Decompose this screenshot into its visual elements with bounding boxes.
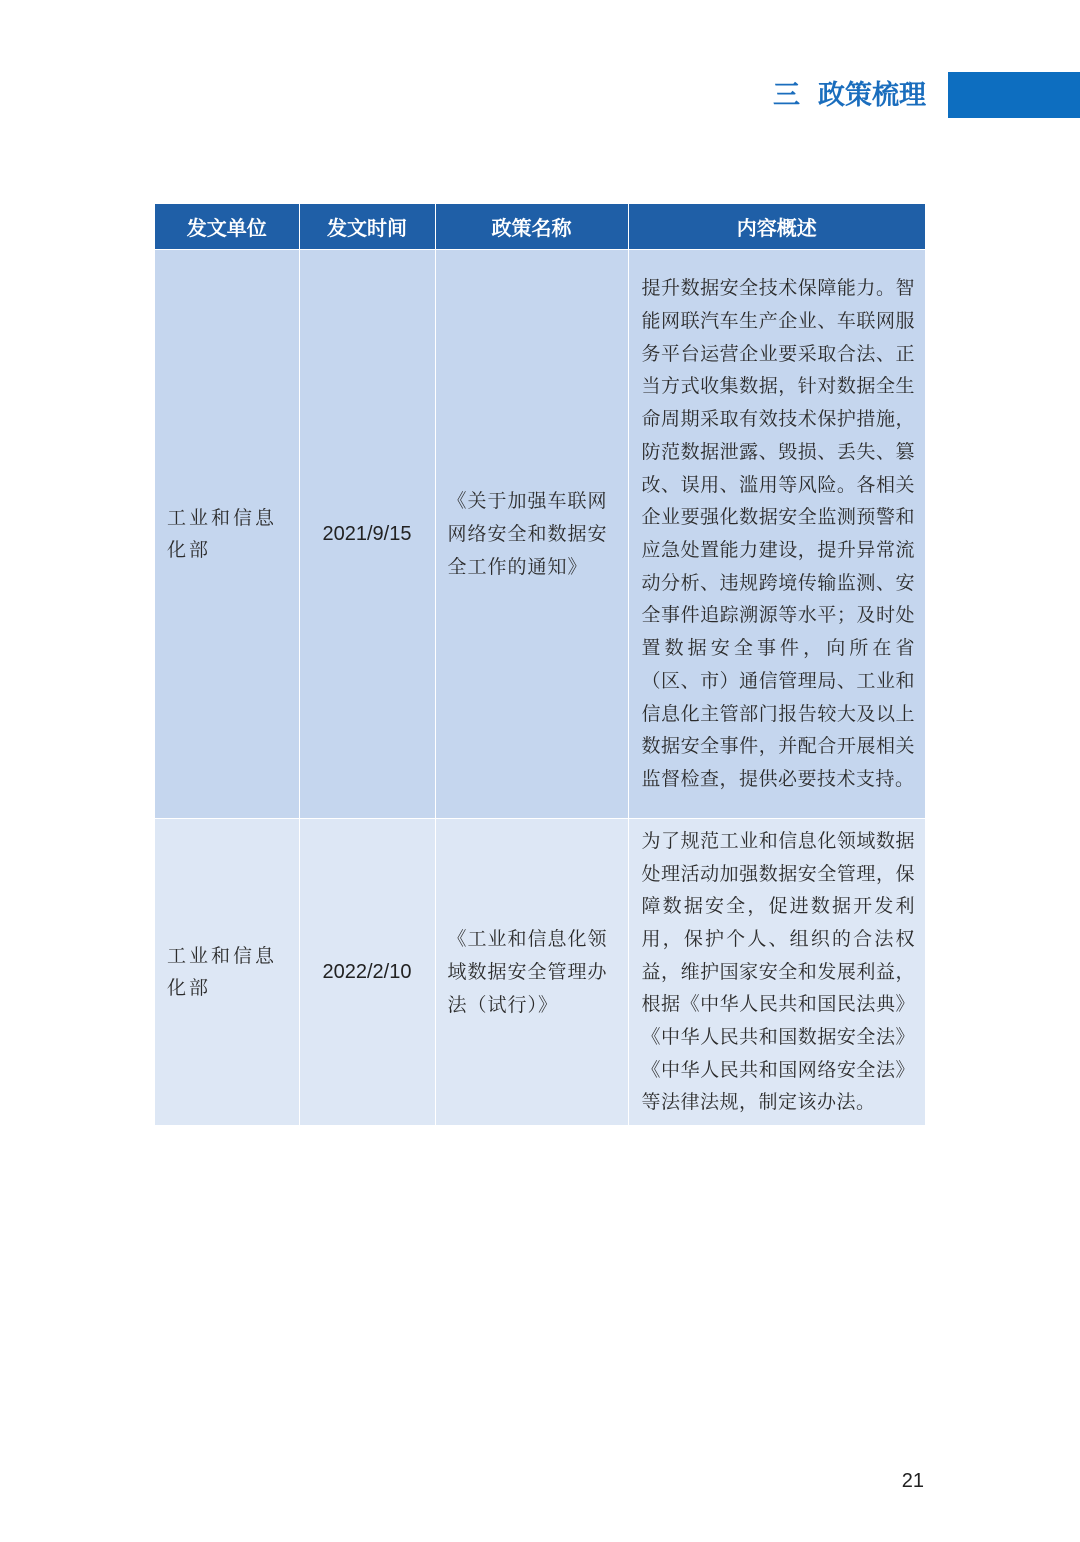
table-row <box>155 250 925 819</box>
header-date: 发文时间 <box>299 204 435 250</box>
cell-policy-name: 《工业和信息化领域数据安全管理办法（试行）》 <box>435 819 628 1126</box>
header-issuer: 发文单位 <box>155 204 299 250</box>
table-row <box>155 819 925 1126</box>
cell-date: 2021/9/15 <box>299 250 435 819</box>
cell-content-summary: 提升数据安全技术保障能力。智能网联汽车生产企业、车联网服务平台运营企业要采取合法、正当方式收集数据，针对数据全生命周期采取有效技术保护措施，防范数据泄露、毁损、丢失、篡改、误用、滥用等风险。各相关企业要强化数据安全监测预警和应急处置能力建设，提升异常流动分析、违规跨境传输监测、安全事件追踪溯源等水平；及时处置数据安全事件，向所在省（区、市）通信管理局、工业和信息化主管部门报告较大及以上数据安全事件，并配合开展相关监督检查，提供必要技术支持。 <box>628 250 925 819</box>
section-number: 三 <box>773 80 800 111</box>
section-title-text: 政策梳理 <box>818 80 926 111</box>
cell-issuer: 工业和信息化部 <box>155 250 299 819</box>
cell-date: 2022/2/10 <box>299 819 435 1126</box>
cell-content-summary: 为了规范工业和信息化领域数据处理活动加强数据安全管理，保障数据安全，促进数据开发利用，保护个人、组织的合法权益，维护国家安全和发展利益，根据《中华人民共和国民法典》《中华人民共和国数据安全法》《中华人民共和国网络安全法》等法律法规，制定该办法。 <box>628 819 925 1126</box>
section-header <box>0 72 1080 118</box>
cell-issuer: 工业和信息化部 <box>155 819 299 1126</box>
page-number: 21 <box>901 1470 924 1492</box>
table-header-row <box>155 204 925 250</box>
section-title <box>773 76 926 116</box>
section-accent-bar <box>948 72 1080 118</box>
cell-policy-name: 《关于加强车联网网络安全和数据安全工作的通知》 <box>435 250 628 819</box>
policy-table <box>155 204 925 1126</box>
header-content-summary: 内容概述 <box>628 204 925 250</box>
header-policy-name: 政策名称 <box>435 204 628 250</box>
